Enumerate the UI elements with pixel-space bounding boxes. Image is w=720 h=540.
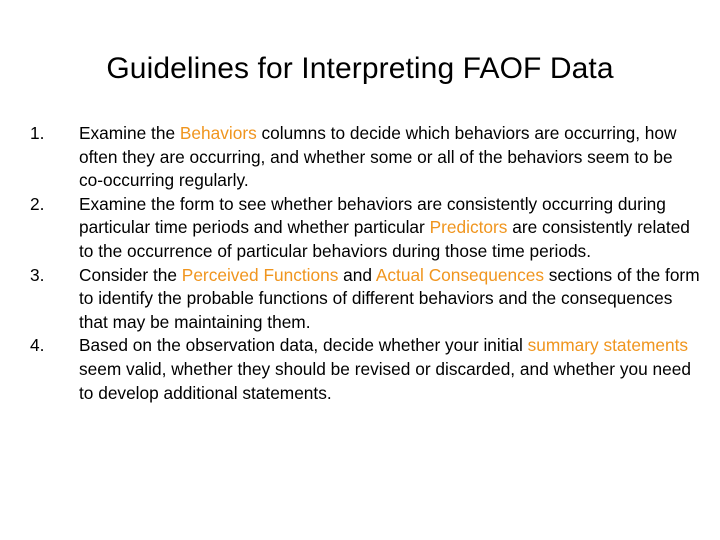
- text-segment: seem valid, whether they should be revised or discarded, and whether you need to develop additional statements.: [79, 358, 691, 403]
- text-segment: columns to decide which behaviors are occurring, how often they are occurring, and whether some or all of the behaviors seem to be co-occurring regularly.: [79, 123, 677, 191]
- slide-title: Guidelines for Interpreting FAOF Data: [106, 52, 614, 85]
- text-segment: sections of the form to identify the probable functions of different behaviors and the consequences that may be maintaining them.: [79, 264, 700, 332]
- item-text: [79, 123, 677, 190]
- highlight-perceived-functions: Perceived Functions: [181, 264, 339, 285]
- list-item: [30, 334, 700, 405]
- item-text: [79, 335, 691, 402]
- text-segment: Consider the: [79, 264, 182, 285]
- highlight-behaviors: Behaviors: [179, 123, 257, 143]
- item-number: 2.: [30, 193, 45, 214]
- text-segment: Examine the form to see whether behaviors are consistently occurring during particular time periods and whether particular: [79, 193, 666, 238]
- list-item: [30, 193, 700, 264]
- text-segment: Examine the: [79, 123, 180, 143]
- text-segment: are consistently related to the occurrence of particular behaviors during those time periods.: [79, 217, 690, 261]
- highlight-predictors: Predictors: [429, 217, 508, 238]
- item-number: 1.: [30, 123, 45, 143]
- highlight-summary-statements: summary statements: [527, 335, 689, 356]
- list-item: [30, 122, 700, 193]
- item-text: [79, 194, 690, 261]
- item-text: [79, 265, 700, 332]
- item-number: 3.: [30, 264, 45, 285]
- item-number: 4.: [30, 335, 45, 356]
- list-item: [30, 264, 700, 335]
- highlight-actual-consequences: Actual Consequences: [375, 264, 544, 285]
- text-segment: Based on the observation data, decide whether your initial: [79, 335, 528, 356]
- guidelines-list: [30, 122, 700, 405]
- text-segment: and: [338, 264, 376, 285]
